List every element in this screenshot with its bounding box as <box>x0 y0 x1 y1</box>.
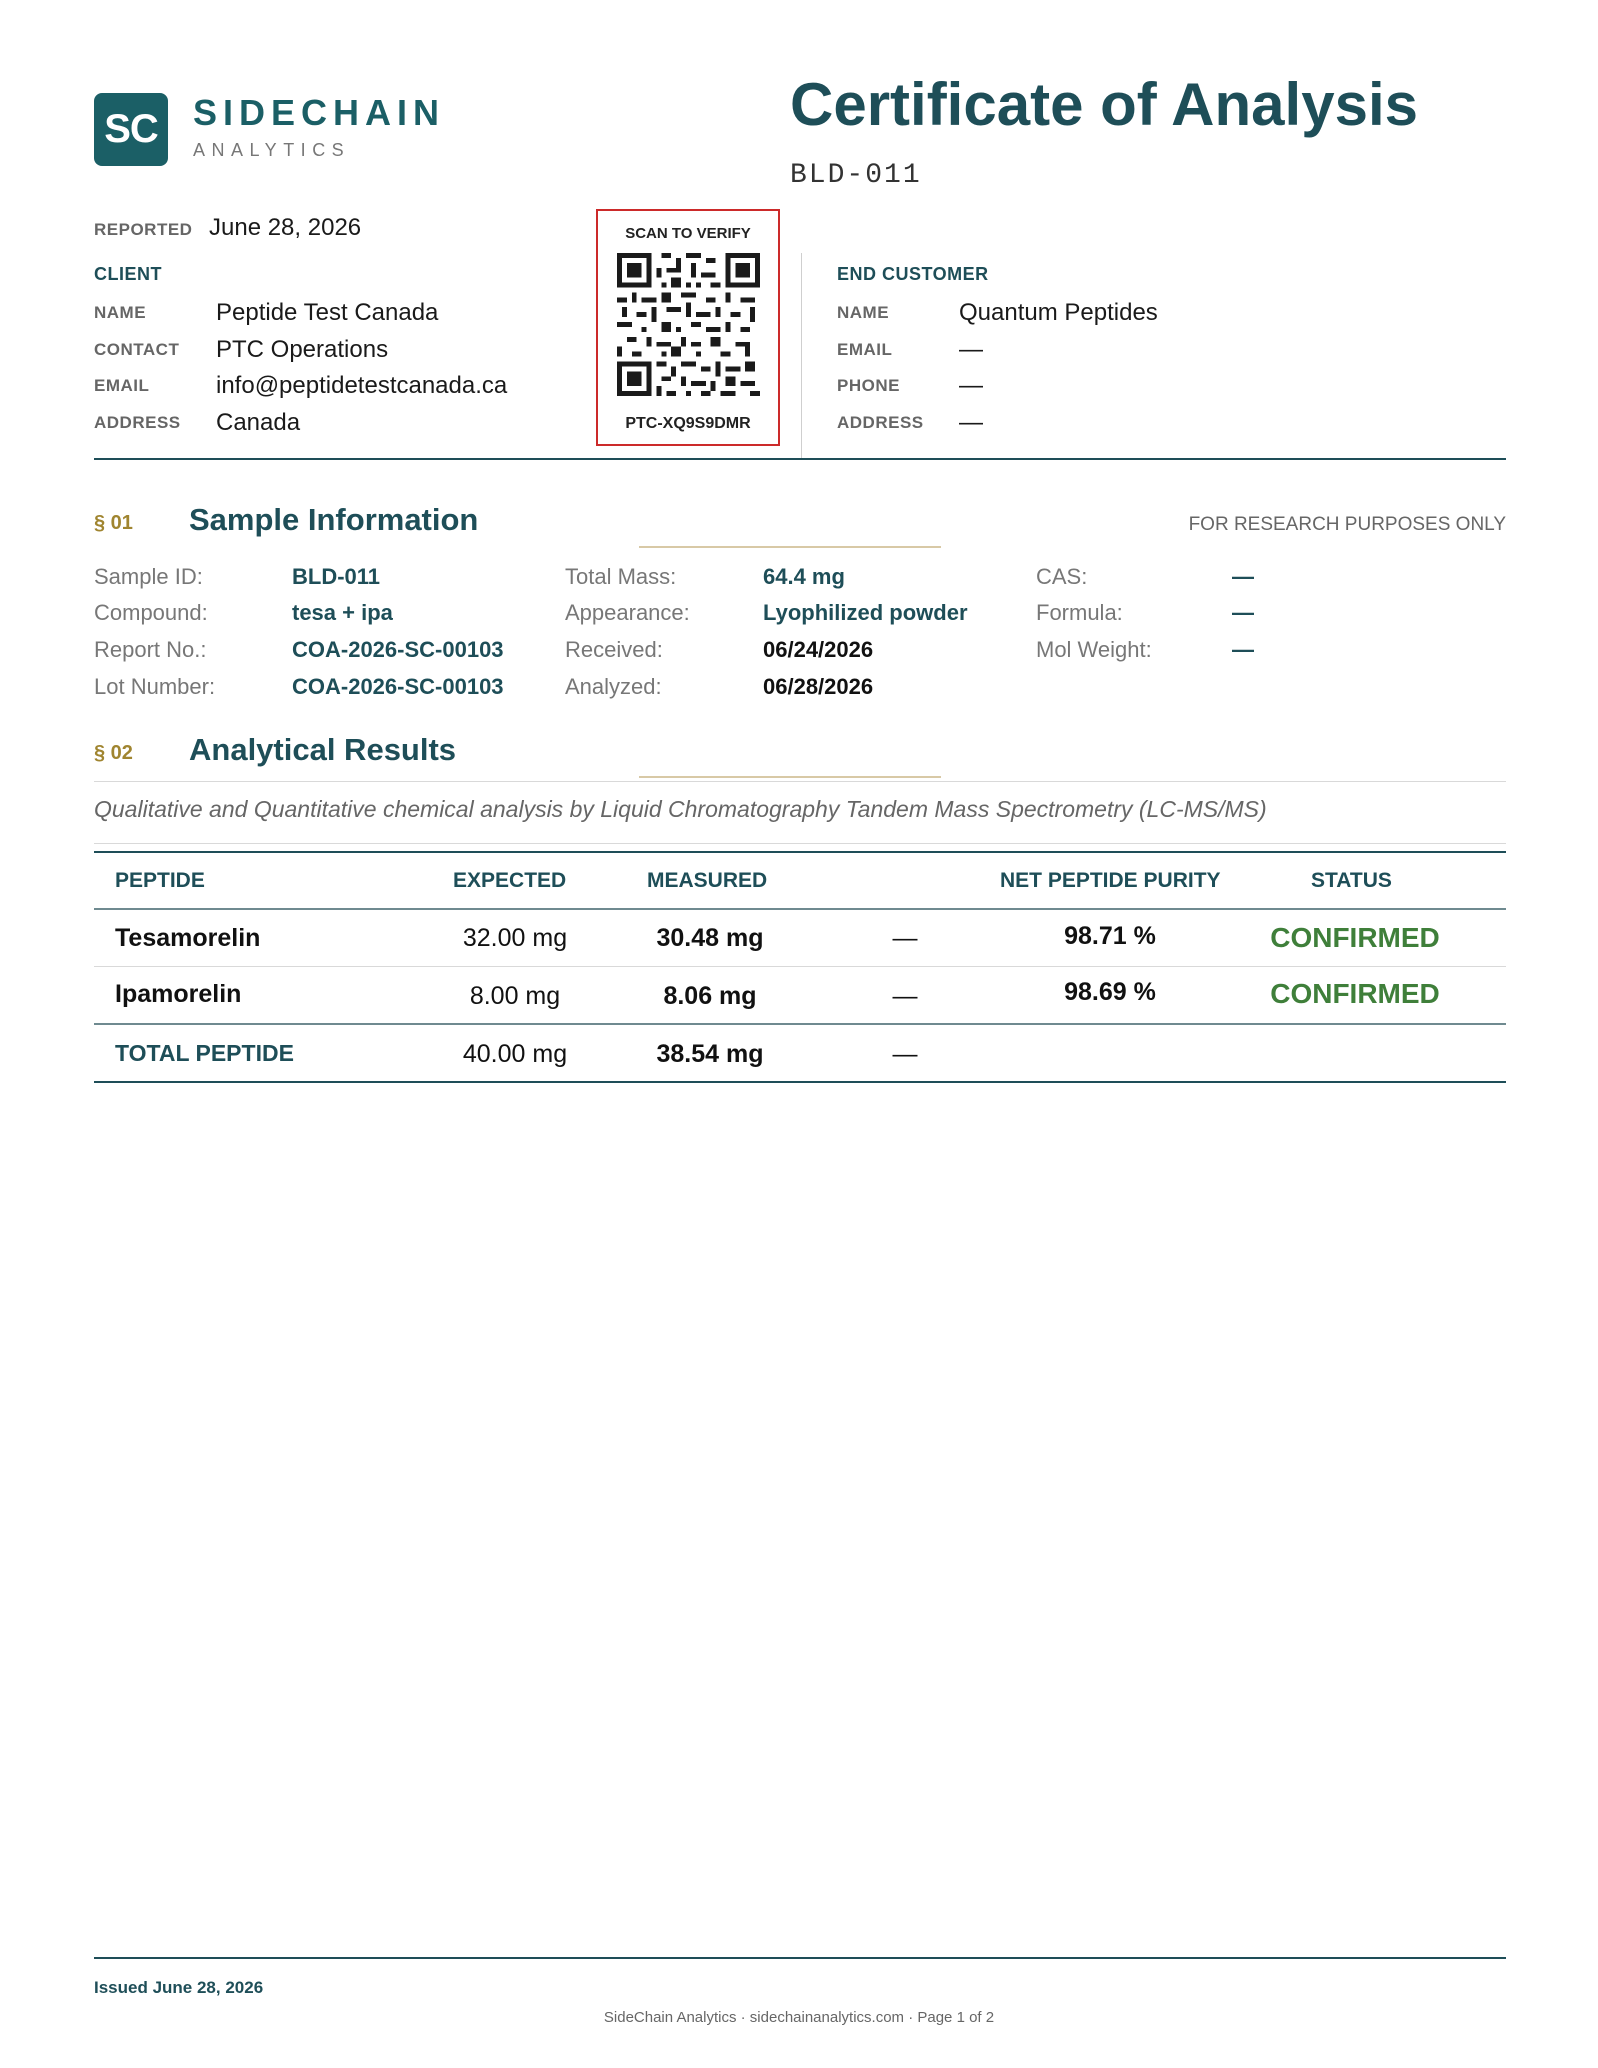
row-divider <box>94 966 1506 967</box>
analyzed-label: Analyzed: <box>565 674 662 699</box>
section-01-title: Sample Information <box>189 502 479 537</box>
total-expected: 40.00 mg <box>462 1040 568 1068</box>
table-top-rule <box>94 851 1506 853</box>
client-contact-value: PTC Operations <box>216 336 389 363</box>
status-badge: CONFIRMED <box>1270 978 1440 1009</box>
description-rule <box>94 843 1506 844</box>
verify-caption: SCAN TO VERIFY <box>625 225 751 242</box>
reported-date: June 28, 2026 <box>209 214 362 241</box>
header-divider <box>801 253 802 458</box>
header-rule <box>94 458 1506 460</box>
lot-number-value: COA-2026-SC-00103 <box>292 674 504 699</box>
total-dash: — <box>892 1040 918 1068</box>
received-label: Received: <box>565 637 663 662</box>
end-customer-address-value: — <box>959 409 983 436</box>
cell-peptide: Ipamorelin <box>115 980 242 1008</box>
end-customer-heading: END CUSTOMER <box>837 264 989 284</box>
cas-label: CAS: <box>1036 564 1088 589</box>
client-address-value: Canada <box>216 409 301 436</box>
client-contact-label: CONTACT <box>94 340 180 359</box>
sample-id-label: Sample ID: <box>94 564 203 589</box>
section-02-accent <box>639 776 941 778</box>
report-no-label: Report No.: <box>94 637 207 662</box>
cell-dash: — <box>892 924 918 952</box>
sample-id-value: BLD-011 <box>292 564 381 589</box>
col-header-peptide: PEPTIDE <box>115 869 205 892</box>
cell-purity: 98.71 % <box>1064 922 1156 950</box>
cell-measured: 30.48 mg <box>656 924 764 952</box>
brand-name: SIDECHAIN <box>193 92 446 133</box>
research-note: FOR RESEARCH PURPOSES ONLY <box>1188 514 1506 535</box>
compound-value: tesa + ipa <box>292 600 393 625</box>
footer-rule <box>94 1957 1506 1959</box>
footer-credits: SideChain Analytics · sidechainanalytics.com · Page 1 of 2 <box>603 2009 995 2026</box>
formula-value: — <box>1232 600 1254 625</box>
compound-label: Compound: <box>94 600 208 625</box>
reported-label: REPORTED <box>94 220 193 239</box>
header-bottom-rule <box>94 908 1506 910</box>
client-name-label: NAME <box>94 303 147 322</box>
report-no-value: COA-2026-SC-00103 <box>292 637 504 662</box>
col-header-status: STATUS <box>1311 869 1392 892</box>
logo-mark: SC <box>94 93 168 166</box>
mol-weight-value: — <box>1232 637 1254 662</box>
verify-code: PTC-XQ9S9DMR <box>625 415 751 432</box>
mol-weight-label: Mol Weight: <box>1036 637 1152 662</box>
formula-label: Formula: <box>1036 600 1123 625</box>
client-name-value: Peptide Test Canada <box>216 299 439 326</box>
end-customer-name-value: Quantum Peptides <box>959 299 1158 326</box>
status-badge: CONFIRMED <box>1270 922 1440 953</box>
cell-dash: — <box>892 982 918 1010</box>
issued-date: Issued June 28, 2026 <box>94 1978 264 1997</box>
section-01-accent <box>639 546 941 548</box>
section-02-title: Analytical Results <box>189 732 457 767</box>
document-code: BLD-011 <box>790 160 922 191</box>
end-customer-phone-label: PHONE <box>837 376 900 395</box>
end-customer-email-value: — <box>959 336 983 363</box>
section-02-number: § 02 <box>94 742 133 764</box>
total-mass-label: Total Mass: <box>565 564 677 589</box>
col-header-measured: MEASURED <box>647 869 768 892</box>
row-divider <box>94 1023 1506 1025</box>
section-02-rule <box>94 781 1506 782</box>
total-label: TOTAL PEPTIDE <box>115 1040 294 1066</box>
lot-number-label: Lot Number: <box>94 674 216 699</box>
end-customer-phone-value: — <box>959 372 983 399</box>
cell-purity: 98.69 % <box>1064 978 1156 1006</box>
analyzed-value: 06/28/2026 <box>763 674 874 699</box>
client-email-label: EMAIL <box>94 376 150 395</box>
cell-peptide: Tesamorelin <box>115 924 261 952</box>
received-value: 06/24/2026 <box>763 637 874 662</box>
client-address-label: ADDRESS <box>94 413 181 432</box>
appearance-label: Appearance: <box>565 600 690 625</box>
client-heading: CLIENT <box>94 264 162 284</box>
client-email-value: info@peptidetestcanada.ca <box>216 372 508 399</box>
brand-tagline: ANALYTICS <box>193 140 351 160</box>
col-header-purity: NET PEPTIDE PURITY <box>1000 869 1221 892</box>
method-description: Qualitative and Quantitative chemical analysis by Liquid Chromatography Tandem Mass Spectrometry (LC-MS/MS) <box>94 796 1267 822</box>
end-customer-address-label: ADDRESS <box>837 413 924 432</box>
end-customer-email-label: EMAIL <box>837 340 893 359</box>
total-mass-value: 64.4 mg <box>763 564 845 589</box>
cell-measured: 8.06 mg <box>663 982 757 1010</box>
col-header-expected: EXPECTED <box>453 869 567 892</box>
end-customer-name-label: NAME <box>837 303 890 322</box>
cell-expected: 8.00 mg <box>469 982 561 1010</box>
section-01-number: § 01 <box>94 512 133 534</box>
qr-code-icon[interactable] <box>617 253 760 396</box>
table-bottom-rule <box>94 1081 1506 1083</box>
cas-value: — <box>1232 564 1254 589</box>
total-measured: 38.54 mg <box>656 1040 764 1068</box>
appearance-value: Lyophilized powder <box>763 600 968 625</box>
cell-expected: 32.00 mg <box>462 924 568 952</box>
document-title: Certificate of Analysis <box>790 71 1418 138</box>
